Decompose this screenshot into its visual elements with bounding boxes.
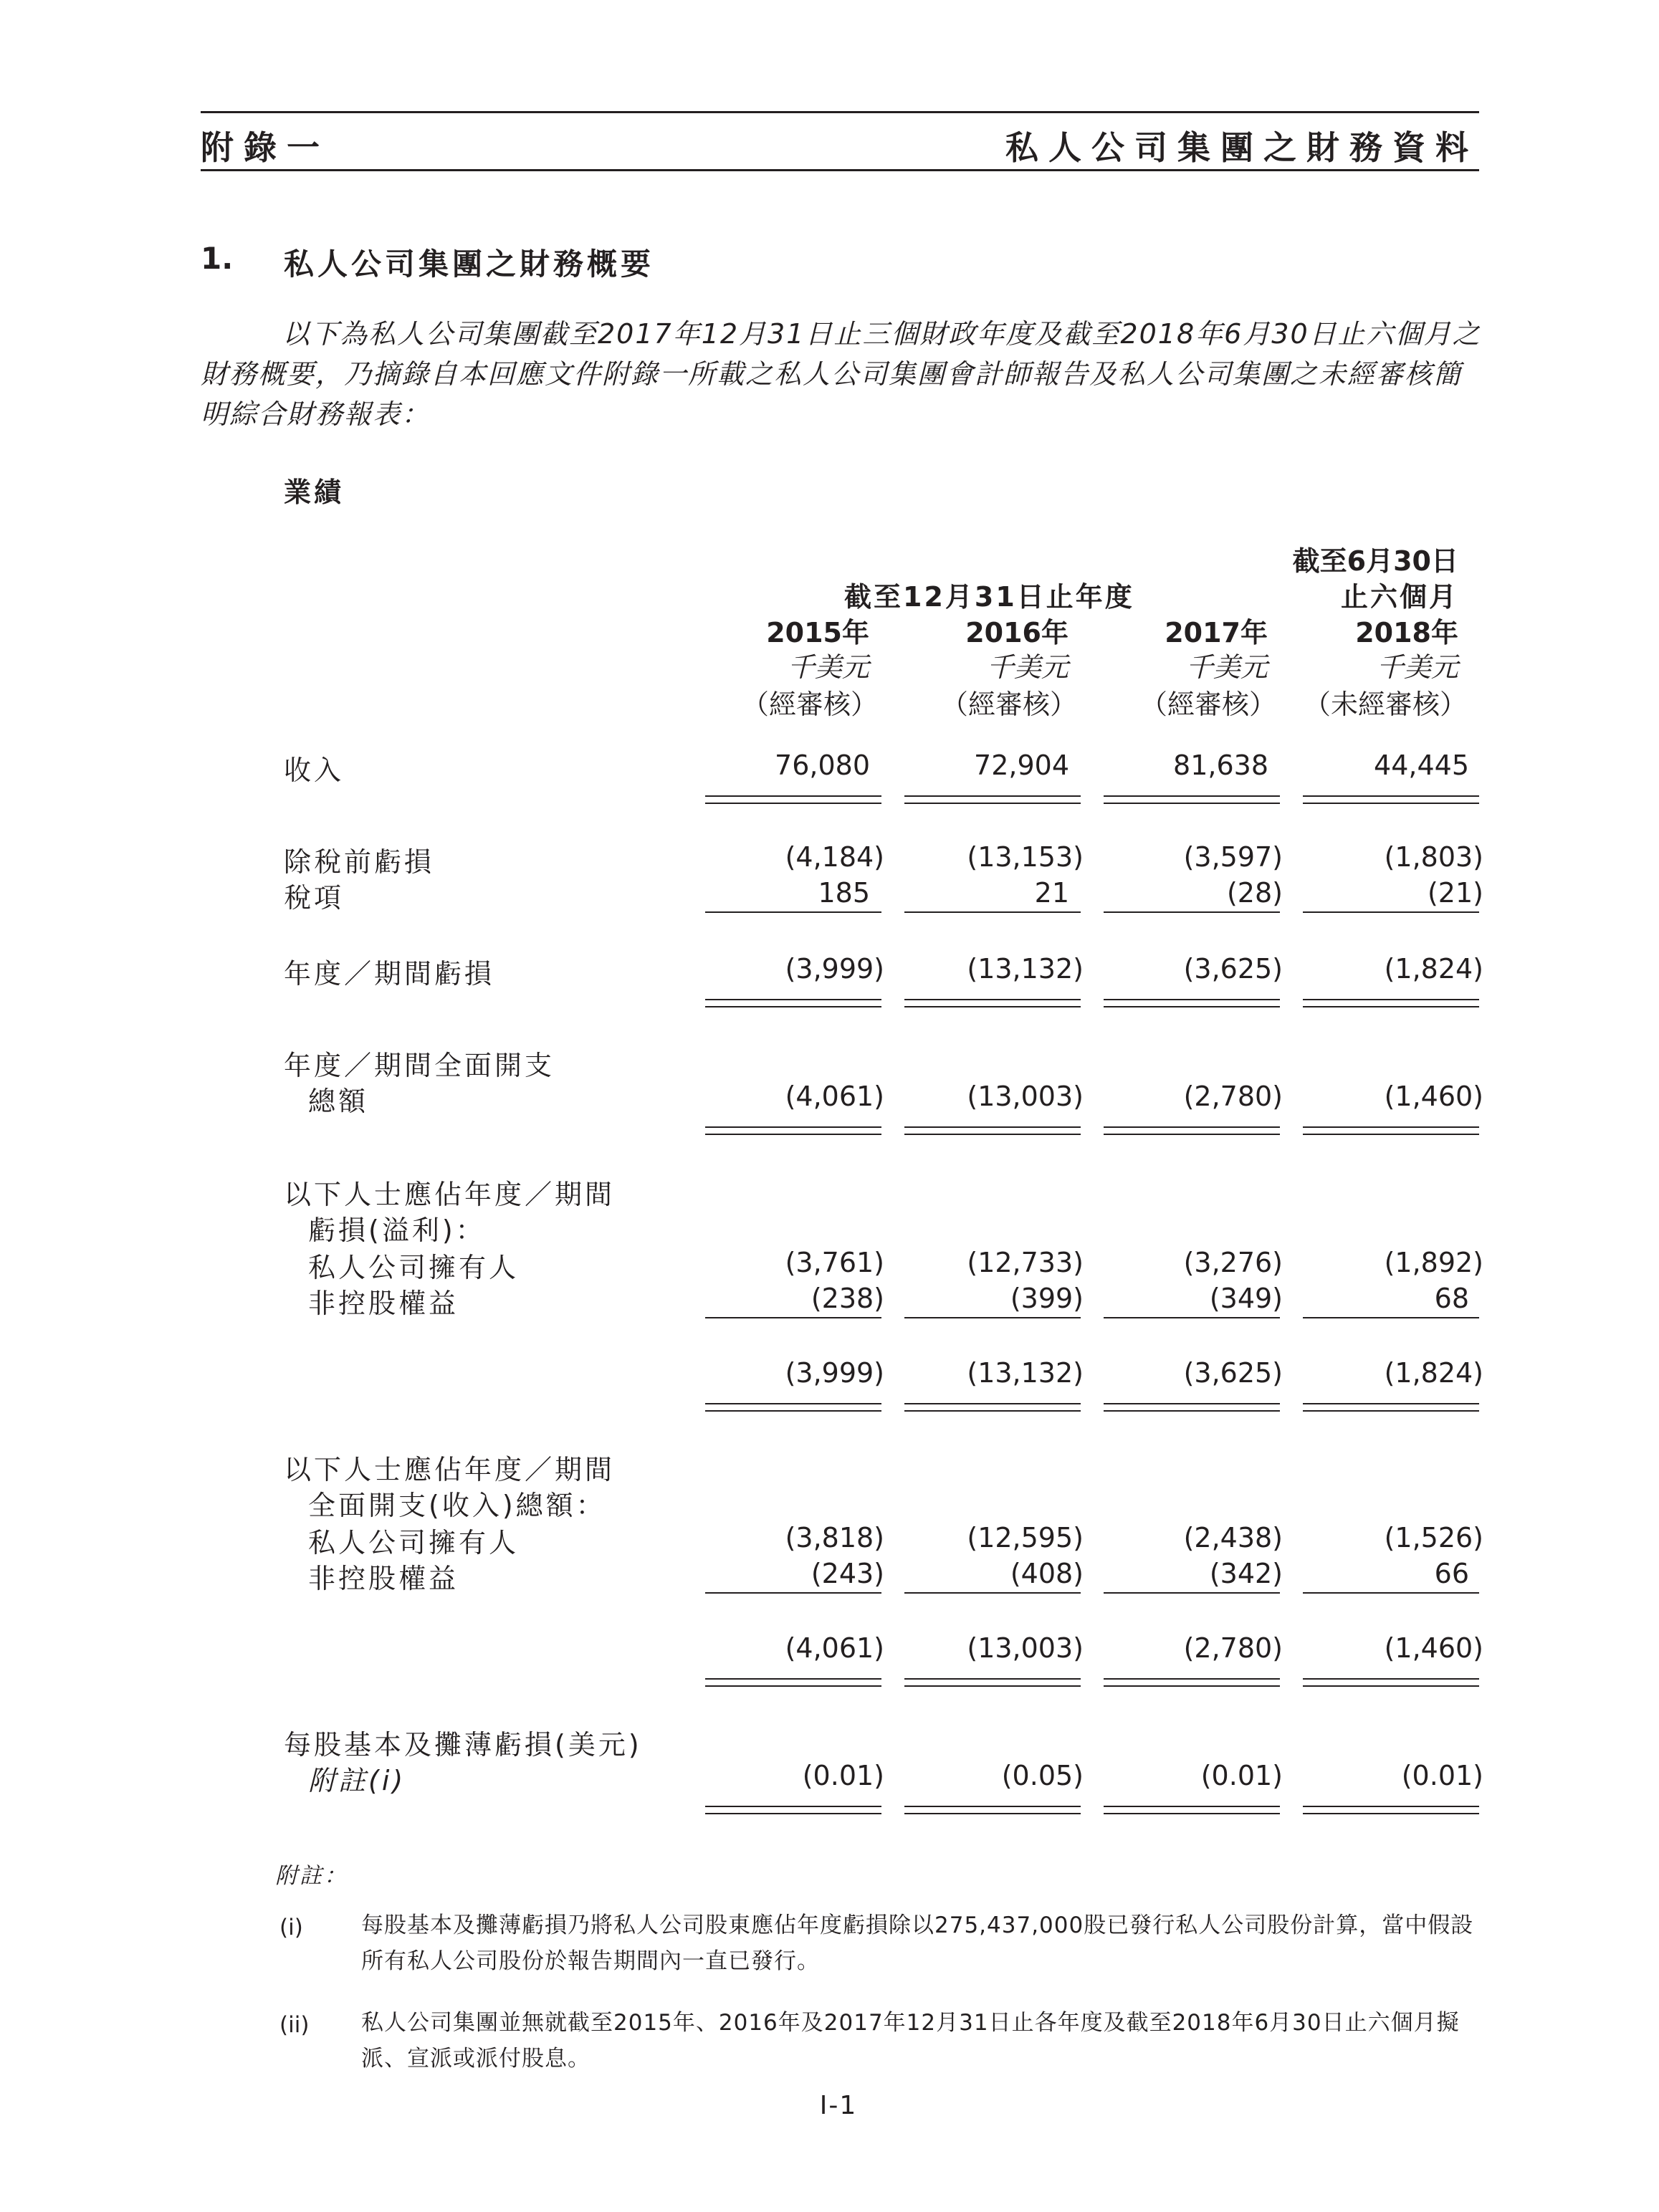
- section-title: 私人公司集團之財務概要: [284, 246, 655, 282]
- double-underline-bottom: [904, 1134, 1081, 1135]
- double-underline-bottom: [904, 1006, 1081, 1007]
- single-underline: [1104, 911, 1280, 913]
- double-underline-top: [705, 1403, 881, 1404]
- double-underline-top: [705, 795, 881, 797]
- cell-total-comprehensive-expense-2017: (2,780): [1183, 1081, 1283, 1112]
- double-underline-top: [904, 1126, 1081, 1128]
- double-underline-top: [1104, 1806, 1280, 1807]
- note-text-i: 每股基本及攤薄虧損乃將私人公司股東應佔年度虧損除以275,437,000股已發行私人公司股份計算，當中假設所有私人公司股份於報告期間內一直已發行。: [361, 1912, 1474, 1974]
- cell-total-comprehensive-expense-2018: (1,460): [1384, 1081, 1483, 1112]
- cell-tax-2016: 21: [1034, 877, 1069, 909]
- cell-tax-2018: (21): [1427, 877, 1483, 909]
- double-underline-top: [1303, 1806, 1479, 1807]
- row-label-owners: 私人公司擁有人: [308, 1252, 520, 1283]
- double-underline-bottom: [1104, 1006, 1280, 1007]
- double-underline-bottom: [705, 1685, 881, 1687]
- double-underline-top: [705, 999, 881, 1000]
- cell-loss-for-period-2016: (13,132): [967, 953, 1084, 985]
- double-underline-top: [904, 1678, 1081, 1680]
- double-underline-top: [705, 1126, 881, 1128]
- column-year-2017: 2017年: [1165, 617, 1268, 648]
- double-underline-bottom: [705, 803, 881, 804]
- row-label-loss-attributable-cont: 虧損(溢利)：: [308, 1215, 486, 1246]
- section-number: 1.: [201, 241, 234, 276]
- cell-owners-loss-2017: (3,276): [1183, 1247, 1283, 1278]
- double-underline-bottom: [904, 1685, 1081, 1687]
- single-underline: [1303, 1592, 1479, 1594]
- single-underline: [904, 1317, 1081, 1318]
- header-section-title: 私人公司集團之財務資料: [1005, 128, 1478, 167]
- note-text-ii: 私人公司集團並無就截至2015年、2016年及2017年12月31日止各年度及截至2018年6月30日止六個月擬派、宣派或派付股息。: [361, 2010, 1460, 2072]
- single-underline: [904, 911, 1081, 913]
- single-underline: [1303, 1317, 1479, 1318]
- row-label-loss-attributable: 以下人士應佔年度／期間: [284, 1179, 616, 1210]
- cell-loss-per-share-2015: (0.01): [802, 1760, 884, 1791]
- double-underline-bottom: [1303, 1134, 1479, 1135]
- row-label-loss-for-period: 年度／期間虧損: [284, 958, 495, 990]
- notes-heading: 附註：: [275, 1863, 348, 1889]
- double-underline-top: [1303, 1403, 1479, 1404]
- row-label-loss-per-share-note: 附註(i): [308, 1765, 406, 1796]
- column-unit-2017: 千美元: [1185, 651, 1268, 683]
- row-label-non-controlling: 非控股權益: [308, 1288, 459, 1319]
- cell-loss-before-tax-2017: (3,597): [1183, 841, 1283, 873]
- double-underline-bottom: [1104, 1134, 1280, 1135]
- cell-nci-loss-2018: 68: [1434, 1283, 1469, 1314]
- cell-nci-comprehensive-2017: (342): [1209, 1558, 1283, 1589]
- double-underline-bottom: [904, 1410, 1081, 1412]
- header-appendix-label: 附錄一: [201, 128, 330, 167]
- single-underline: [705, 911, 881, 913]
- cell-loss-subtotal-2018: (1,824): [1384, 1357, 1483, 1389]
- column-year-2015: 2015年: [766, 617, 869, 648]
- double-underline-bottom: [1104, 1813, 1280, 1814]
- double-underline-top: [1104, 1403, 1280, 1404]
- cell-loss-per-share-2016: (0.05): [1001, 1760, 1084, 1791]
- double-underline-top: [1104, 999, 1280, 1000]
- cell-comprehensive-subtotal-2018: (1,460): [1384, 1632, 1483, 1664]
- single-underline: [1303, 911, 1479, 913]
- header-bottom-rule: [201, 169, 1479, 171]
- double-underline-top: [1303, 1678, 1479, 1680]
- cell-nci-comprehensive-2016: (408): [1010, 1558, 1084, 1589]
- single-underline: [1104, 1592, 1280, 1594]
- header-top-rule: [201, 111, 1479, 113]
- double-underline-top: [1303, 1126, 1479, 1128]
- double-underline-bottom: [1303, 1410, 1479, 1412]
- cell-loss-for-period-2018: (1,824): [1384, 953, 1483, 985]
- double-underline-bottom: [1303, 1813, 1479, 1814]
- row-label-non-controlling-comprehensive: 非控股權益: [308, 1563, 459, 1594]
- cell-total-comprehensive-expense-2016: (13,003): [967, 1081, 1084, 1112]
- cell-loss-subtotal-2017: (3,625): [1183, 1357, 1283, 1389]
- double-underline-top: [904, 795, 1081, 797]
- row-label-comprehensive-attributable-cont: 全面開支(收入)總額：: [308, 1490, 606, 1521]
- double-underline-bottom: [1104, 1410, 1280, 1412]
- double-underline-bottom: [705, 1006, 881, 1007]
- single-underline: [904, 1592, 1081, 1594]
- double-underline-bottom: [1303, 1685, 1479, 1687]
- double-underline-top: [1303, 999, 1479, 1000]
- single-underline: [705, 1592, 881, 1594]
- double-underline-top: [1104, 1126, 1280, 1128]
- results-subtitle: 業績: [284, 477, 345, 508]
- column-unit-2016: 千美元: [986, 651, 1068, 683]
- cell-nci-comprehensive-2018: 66: [1434, 1558, 1469, 1589]
- cell-loss-before-tax-2018: (1,803): [1384, 841, 1483, 873]
- cell-nci-loss-2016: (399): [1010, 1283, 1084, 1314]
- cell-loss-per-share-2017: (0.01): [1200, 1760, 1283, 1791]
- annual-period-heading: 截至12月31日止年度: [844, 581, 1134, 613]
- double-underline-top: [1104, 1678, 1280, 1680]
- double-underline-bottom: [705, 1813, 881, 1814]
- double-underline-bottom: [904, 1813, 1081, 1814]
- cell-loss-for-period-2017: (3,625): [1183, 953, 1283, 985]
- row-label-loss-before-tax: 除稅前虧損: [284, 846, 435, 878]
- double-underline-bottom: [1303, 1006, 1479, 1007]
- intro-paragraph: 以下為私人公司集團截至2017年12月31日止三個財政年度及截至2018年6月30日止六個月之財務概要，乃摘錄自本回應文件附錄一所載之私人公司集團會計師報告及私人公司集團之未經審核簡明綜合財務報表：: [201, 318, 1481, 430]
- column-unit-2015: 千美元: [787, 651, 869, 683]
- cell-owners-comprehensive-2017: (2,438): [1183, 1522, 1283, 1553]
- cell-owners-comprehensive-2018: (1,526): [1384, 1522, 1483, 1553]
- note-mark-i: (i): [279, 1915, 303, 1940]
- double-underline-bottom: [705, 1410, 881, 1412]
- single-underline: [1104, 1317, 1280, 1318]
- column-audit-2015: （經審核）: [741, 689, 878, 720]
- row-label-comprehensive-attributable: 以下人士應佔年度／期間: [284, 1454, 616, 1485]
- cell-loss-per-share-2018: (0.01): [1401, 1760, 1483, 1791]
- column-audit-2017: （經審核）: [1139, 689, 1276, 720]
- double-underline-top: [705, 1678, 881, 1680]
- column-year-2016: 2016年: [965, 617, 1068, 648]
- double-underline-bottom: [1104, 803, 1280, 804]
- cell-owners-loss-2018: (1,892): [1384, 1247, 1483, 1278]
- cell-revenue-2015: 76,080: [775, 750, 870, 781]
- double-underline-top: [904, 1403, 1081, 1404]
- row-label-revenue: 收入: [284, 755, 345, 786]
- row-label-owners-comprehensive: 私人公司擁有人: [308, 1527, 520, 1559]
- note-mark-ii: (ii): [279, 2012, 310, 2038]
- row-label-loss-per-share: 每股基本及攤薄虧損(美元): [284, 1729, 642, 1761]
- double-underline-bottom: [904, 803, 1081, 804]
- cell-total-comprehensive-expense-2015: (4,061): [785, 1081, 884, 1112]
- cell-owners-loss-2016: (12,733): [967, 1247, 1084, 1278]
- cell-loss-subtotal-2016: (13,132): [967, 1357, 1084, 1389]
- cell-tax-2017: (28): [1226, 877, 1283, 909]
- cell-nci-loss-2015: (238): [811, 1283, 884, 1314]
- page-number: I-1: [819, 2091, 858, 2120]
- cell-owners-comprehensive-2016: (12,595): [967, 1522, 1084, 1553]
- single-underline: [705, 1317, 881, 1318]
- cell-loss-before-tax-2015: (4,184): [785, 841, 884, 873]
- double-underline-top: [904, 999, 1081, 1000]
- cell-loss-for-period-2015: (3,999): [785, 953, 884, 985]
- cell-nci-comprehensive-2015: (243): [811, 1558, 884, 1589]
- interim-period-heading-line2: 止六個月: [1340, 581, 1458, 613]
- cell-loss-before-tax-2016: (13,153): [967, 841, 1084, 873]
- cell-comprehensive-subtotal-2015: (4,061): [785, 1632, 884, 1664]
- cell-owners-comprehensive-2015: (3,818): [785, 1522, 884, 1553]
- cell-nci-loss-2017: (349): [1209, 1283, 1283, 1314]
- cell-revenue-2016: 72,904: [974, 750, 1069, 781]
- cell-owners-loss-2015: (3,761): [785, 1247, 884, 1278]
- double-underline-top: [1303, 795, 1479, 797]
- row-label-tax: 稅項: [284, 882, 345, 914]
- column-unit-2018: 千美元: [1376, 651, 1458, 683]
- cell-comprehensive-subtotal-2016: (13,003): [967, 1632, 1084, 1664]
- cell-tax-2015: 185: [818, 877, 870, 909]
- double-underline-bottom: [1303, 803, 1479, 804]
- column-audit-2018: （未經審核）: [1303, 689, 1467, 720]
- cell-comprehensive-subtotal-2017: (2,780): [1183, 1632, 1283, 1664]
- double-underline-bottom: [705, 1134, 881, 1135]
- column-year-2018: 2018年: [1355, 617, 1458, 648]
- double-underline-top: [904, 1806, 1081, 1807]
- column-audit-2016: （經審核）: [940, 689, 1077, 720]
- row-label-total-comprehensive-expense: 年度／期間全面開支: [284, 1050, 555, 1081]
- cell-revenue-2018: 44,445: [1374, 750, 1469, 781]
- interim-period-heading-line1: 截至6月30日: [1292, 545, 1458, 577]
- double-underline-top: [1104, 795, 1280, 797]
- double-underline-bottom: [1104, 1685, 1280, 1687]
- row-label-total-comprehensive-expense-cont: 總額: [308, 1086, 369, 1117]
- cell-revenue-2017: 81,638: [1173, 750, 1268, 781]
- cell-loss-subtotal-2015: (3,999): [785, 1357, 884, 1389]
- double-underline-top: [705, 1806, 881, 1807]
